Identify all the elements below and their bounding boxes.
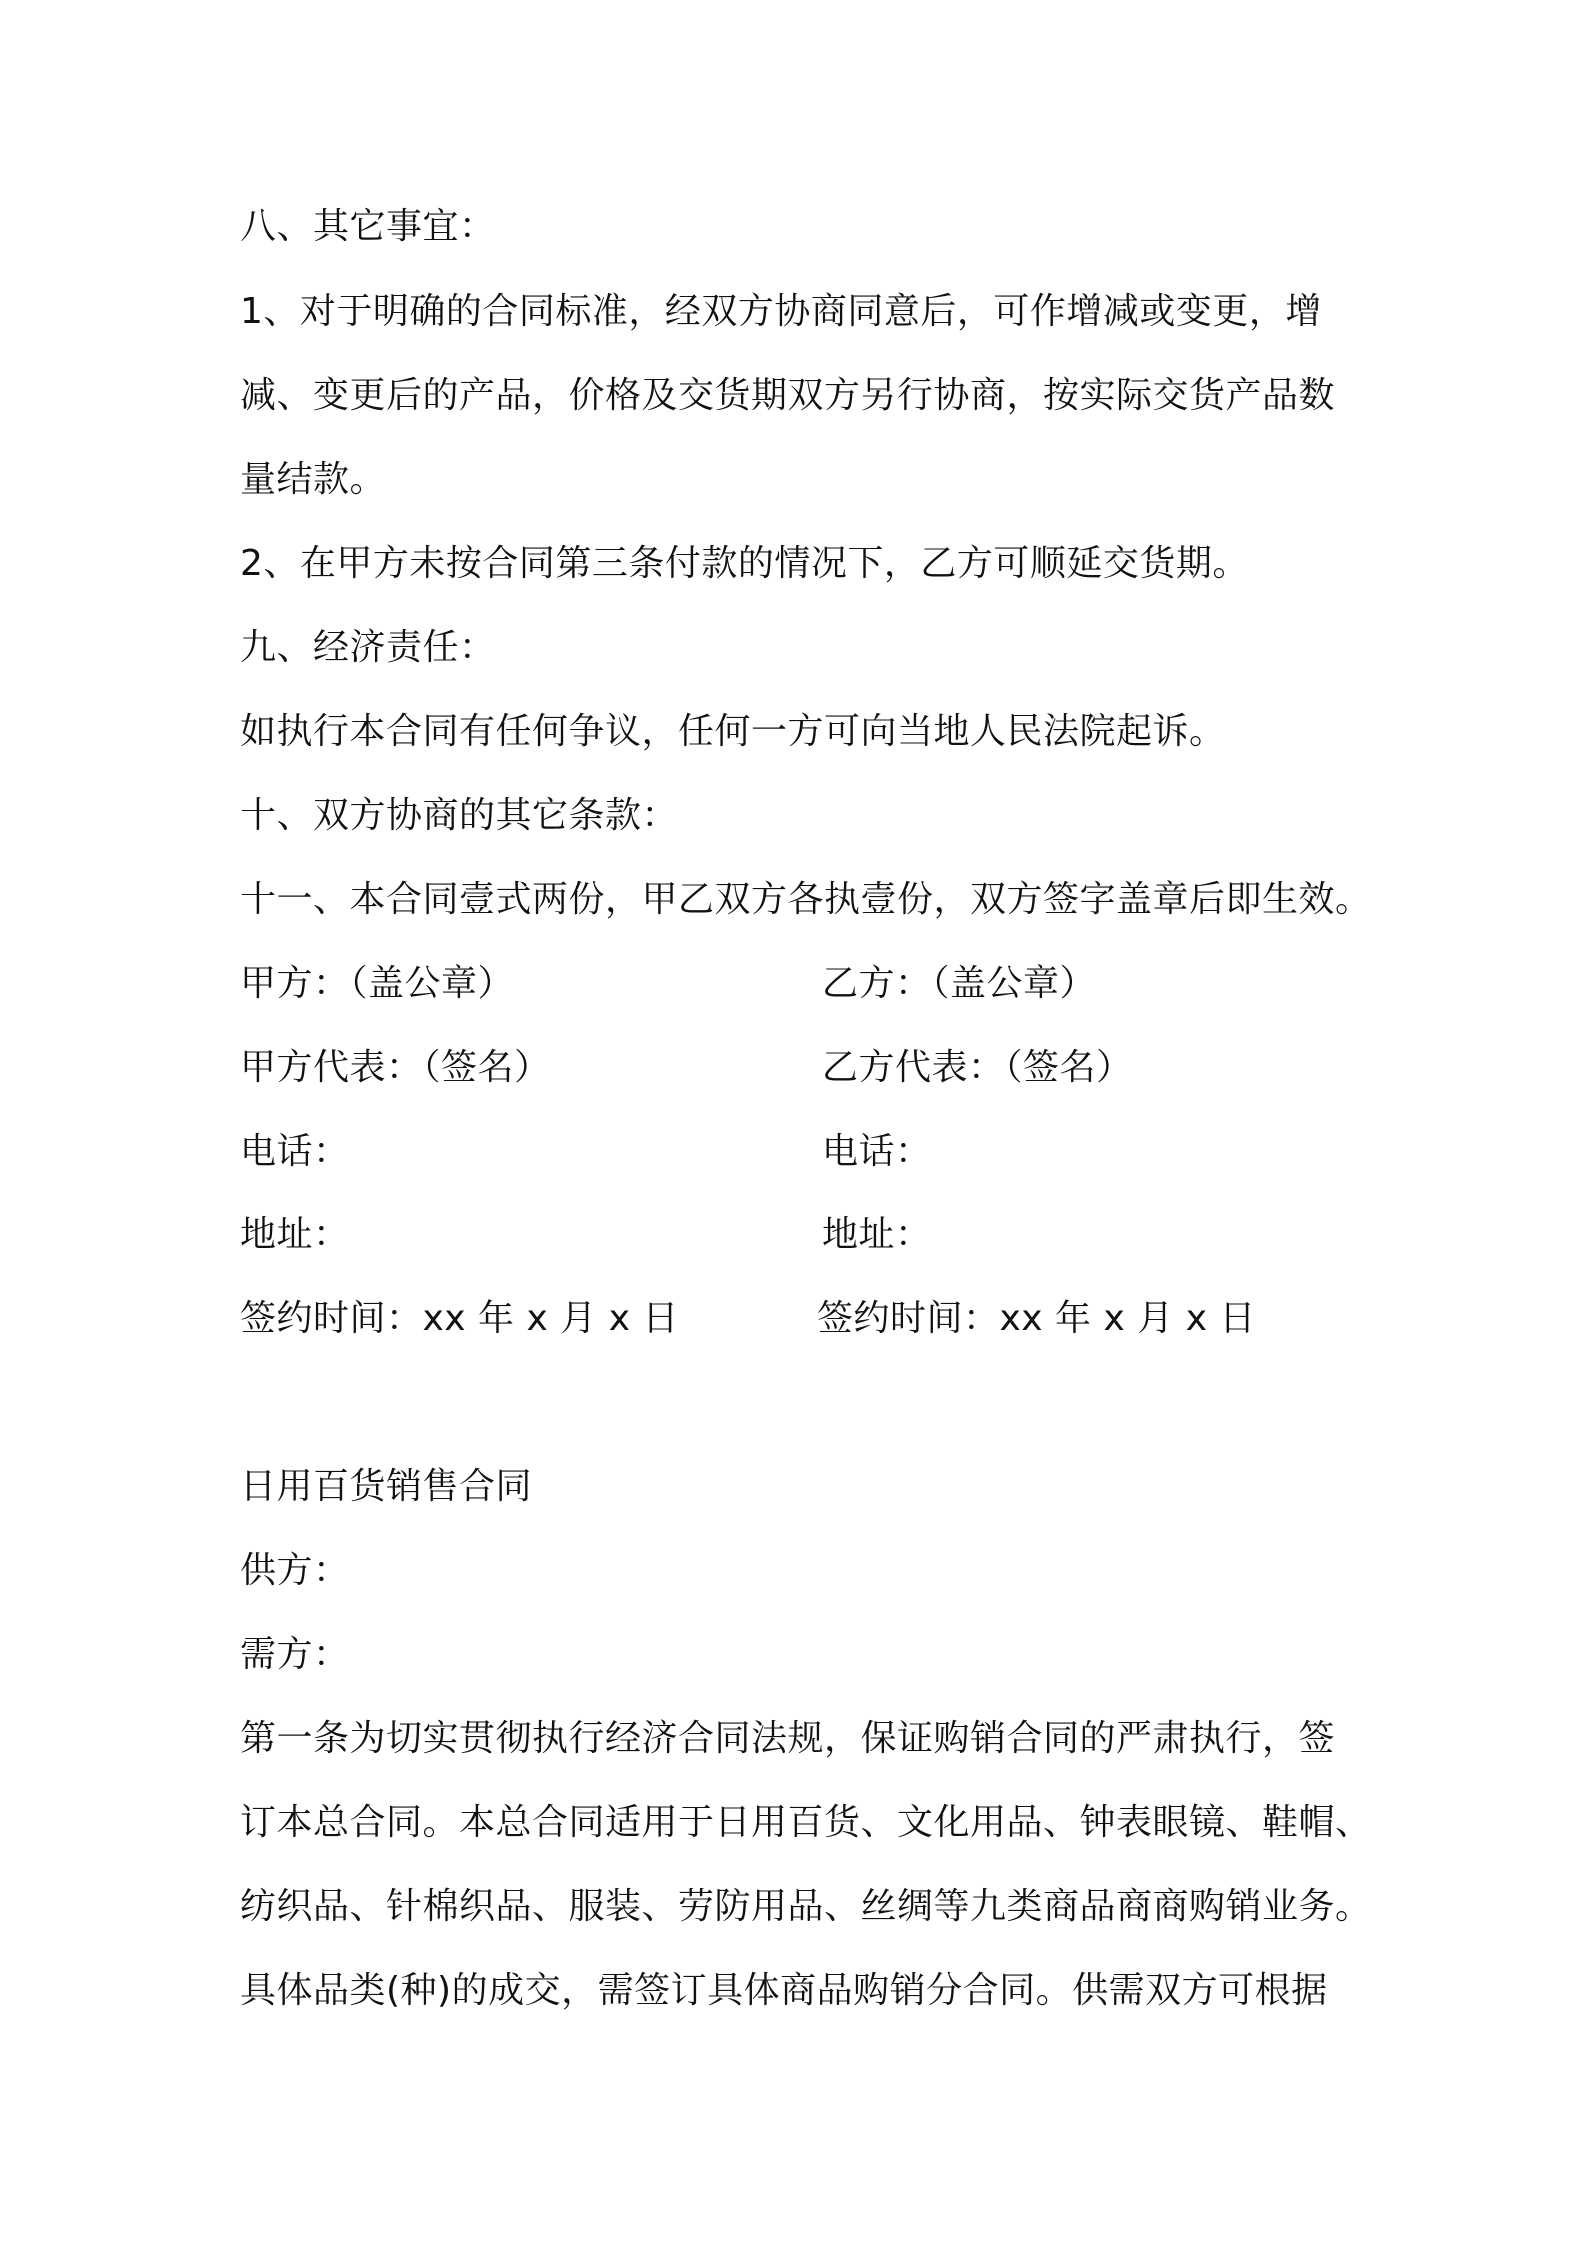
party-a-phone: 电话： xyxy=(240,1131,350,1172)
section-8-item-1-line-2: 减、变更后的产品，价格及交货期双方另行协商，按实际交货产品数 xyxy=(240,375,1336,416)
section-10-heading: 十、双方协商的其它条款： xyxy=(240,795,679,836)
supplier-label: 供方： xyxy=(240,1550,350,1591)
article-1-line-1: 第一条为切实贯彻执行经济合同法规，保证购销合同的严肃执行，签 xyxy=(240,1718,1336,1759)
section-8-item-1-line-3: 量结款。 xyxy=(240,459,387,500)
party-b-phone: 电话： xyxy=(822,1131,932,1172)
contract-2-title: 日用百货销售合同 xyxy=(240,1466,533,1507)
section-9-text: 如执行本合同有任何争议，任何一方可向当地人民法院起诉。 xyxy=(240,711,1226,752)
party-b-address: 地址： xyxy=(822,1214,932,1255)
article-1-line-4: 具体品类(种)的成交，需签订具体商品购销分合同。供需双方可根据 xyxy=(240,1970,1328,2011)
section-8-item-2: 2、在甲方未按合同第三条付款的情况下，乙方可顺延交货期。 xyxy=(240,543,1249,584)
party-a-representative: 甲方代表：（签名） xyxy=(240,1047,551,1088)
article-1-line-3: 纺织品、针棉织品、服装、劳防用品、丝绸等九类商品商商购销业务。 xyxy=(240,1886,1372,1927)
section-8-heading: 八、其它事宜： xyxy=(240,206,496,247)
buyer-label: 需方： xyxy=(240,1634,350,1675)
party-a-seal: 甲方：（盖公章） xyxy=(240,963,515,1004)
party-b-seal: 乙方：（盖公章） xyxy=(822,963,1097,1004)
section-9-heading: 九、经济责任： xyxy=(240,627,496,668)
article-1-line-2: 订本总合同。本总合同适用于日用百货、文化用品、钟表眼镜、鞋帽、 xyxy=(240,1802,1372,1843)
party-b-signing-date: 签约时间：xx 年 x 月 x 日 xyxy=(817,1298,1256,1339)
party-b-representative: 乙方代表：（签名） xyxy=(822,1047,1133,1088)
section-8-item-1-line-1: 1、对于明确的合同标准，经双方协商同意后，可作增减或变更，增 xyxy=(240,291,1322,332)
party-a-address: 地址： xyxy=(240,1214,350,1255)
party-a-signing-date: 签约时间：xx 年 x 月 x 日 xyxy=(240,1298,679,1339)
section-11-text: 十一、本合同壹式两份，甲乙双方各执壹份，双方签字盖章后即生效。 xyxy=(240,879,1372,920)
